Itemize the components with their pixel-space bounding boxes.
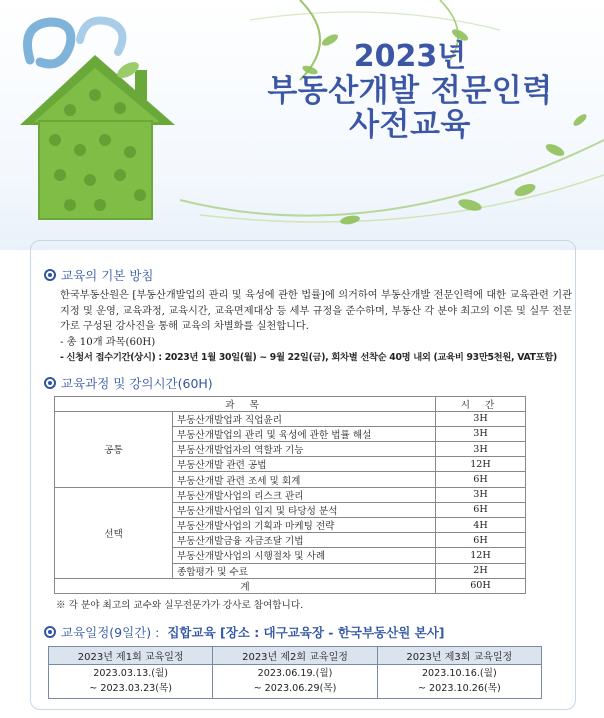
schedule-start-date: 2023.10.16.(월): [421, 668, 497, 680]
title-year: 2023년: [353, 39, 467, 74]
schedule-location: 집합교육 [장소 : 대구교육장 - 한국부동산원 본사]: [167, 624, 445, 640]
total-hours: 60H: [436, 578, 526, 593]
schedule-session-name: 2023년 제3회 교육일정: [377, 646, 541, 664]
course-hours: 3H: [436, 442, 526, 457]
course-hours: 12H: [436, 457, 526, 472]
course-hours: 6H: [436, 533, 526, 548]
schedule-start-date: 2023.03.13.(월): [93, 668, 169, 680]
course-subject: 부동산개발 관련 공법: [173, 457, 436, 472]
course-subject: 부동산개발금융 자금조달 기법: [173, 533, 436, 548]
schedule-end-date: ~ 2023.06.29(목): [253, 683, 337, 695]
schedule-start-date: 2023.06.19.(월): [257, 668, 333, 680]
course-subject: 부동산개발업과 직업윤리: [173, 411, 436, 426]
header-banner: [0, 0, 604, 250]
course-hours: 4H: [436, 518, 526, 533]
page-title: [240, 40, 580, 143]
table-row: [55, 487, 526, 502]
course-category: 선택: [55, 487, 173, 578]
course-hours: 2H: [436, 563, 526, 578]
total-row: [55, 578, 526, 593]
course-subject: 부동산개발사업의 시행절차 및 사례: [173, 548, 436, 563]
schedule-session-dates: [49, 664, 213, 698]
schedule-end-date: ~ 2023.03.23(목): [89, 683, 173, 695]
schedule-heading: 교육일정(9일간) : 집합교육 [장소 : 대구교육장 - 한국부동산원 본사]: [44, 623, 572, 641]
course-subject: 종합평가 및 수료: [173, 563, 436, 578]
schedule-session-dates: [213, 664, 377, 698]
course-hours: 12H: [436, 548, 526, 563]
schedule-table: [48, 646, 542, 699]
course-subject: 부동산개발업자의 역할과 기능: [173, 442, 436, 457]
course-hours: 6H: [436, 502, 526, 517]
main-content: [44, 266, 572, 699]
course-note: ※ 각 분야 최고의 교수와 실무전문가가 강사로 참여합니다.: [56, 599, 304, 611]
policy-item-total: - 총 10개 과목(60H): [60, 336, 156, 348]
green-leaf-house-icon: [20, 55, 175, 220]
course-subject: 부동산개발업의 관리 및 육성에 관한 법률 해설: [173, 426, 436, 441]
section-bullet-icon: [44, 377, 56, 389]
title-sub: 사전교육: [349, 107, 471, 144]
total-label: 계: [55, 578, 436, 593]
section-bullet-icon: [44, 626, 56, 638]
policy-item-application: - 신청서 접수기간(상시) : 2023년 1월 30일(월) ~ 9월 22일(금), 회차별 선착순 40명 내외 (교육비 93만5천원, VAT포함): [60, 352, 557, 363]
policy-heading: 교육의 기본 방침: [44, 266, 572, 284]
course-hours: 3H: [436, 426, 526, 441]
course-subject: 부동산개발사업의 입지 및 타당성 분석: [173, 502, 436, 517]
blue-ribbon-icon: [28, 20, 123, 63]
schedule-session-dates: [377, 664, 541, 698]
schedule-end-date: ~ 2023.10.26(목): [417, 683, 501, 695]
course-table: [54, 396, 526, 594]
course-category: 공통: [55, 411, 173, 487]
course-hours: 3H: [436, 487, 526, 502]
title-main: 부동산개발 전문인력: [267, 72, 553, 109]
section-bullet-icon: [44, 269, 56, 281]
course-hours: 6H: [436, 472, 526, 487]
policy-paragraph: 한국부동산원은 [부동산개발업의 관리 및 육성에 관한 법률]에 의거하여 부동산개발 전문인력에 대한 교육관련 기관지정 및 운영, 교육과정, 교육시간, 교육면제대상 등 세부 규정을 준수하며, 부동산 각 분야 최고의 이론 및 실무 전문가로 구성된 강사진을 통해 교육의 차별화를 실천합니다.: [60, 290, 572, 332]
course-subject: 부동산개발 관련 조세 및 회계: [173, 472, 436, 487]
courses-heading: 교육과정 및 강의시간(60H): [44, 374, 572, 392]
course-hours: 3H: [436, 411, 526, 426]
schedule-session-name: 2023년 제1회 교육일정: [49, 646, 213, 664]
course-subject: 부동산개발사업의 리스크 관리: [173, 487, 436, 502]
col-subject-header: 과 목: [55, 396, 436, 411]
course-subject: 부동산개발사업의 기획과 마케팅 전략: [173, 518, 436, 533]
table-row: [55, 411, 526, 426]
col-hours-header: 시 간: [436, 396, 526, 411]
schedule-session-name: 2023년 제2회 교육일정: [213, 646, 377, 664]
